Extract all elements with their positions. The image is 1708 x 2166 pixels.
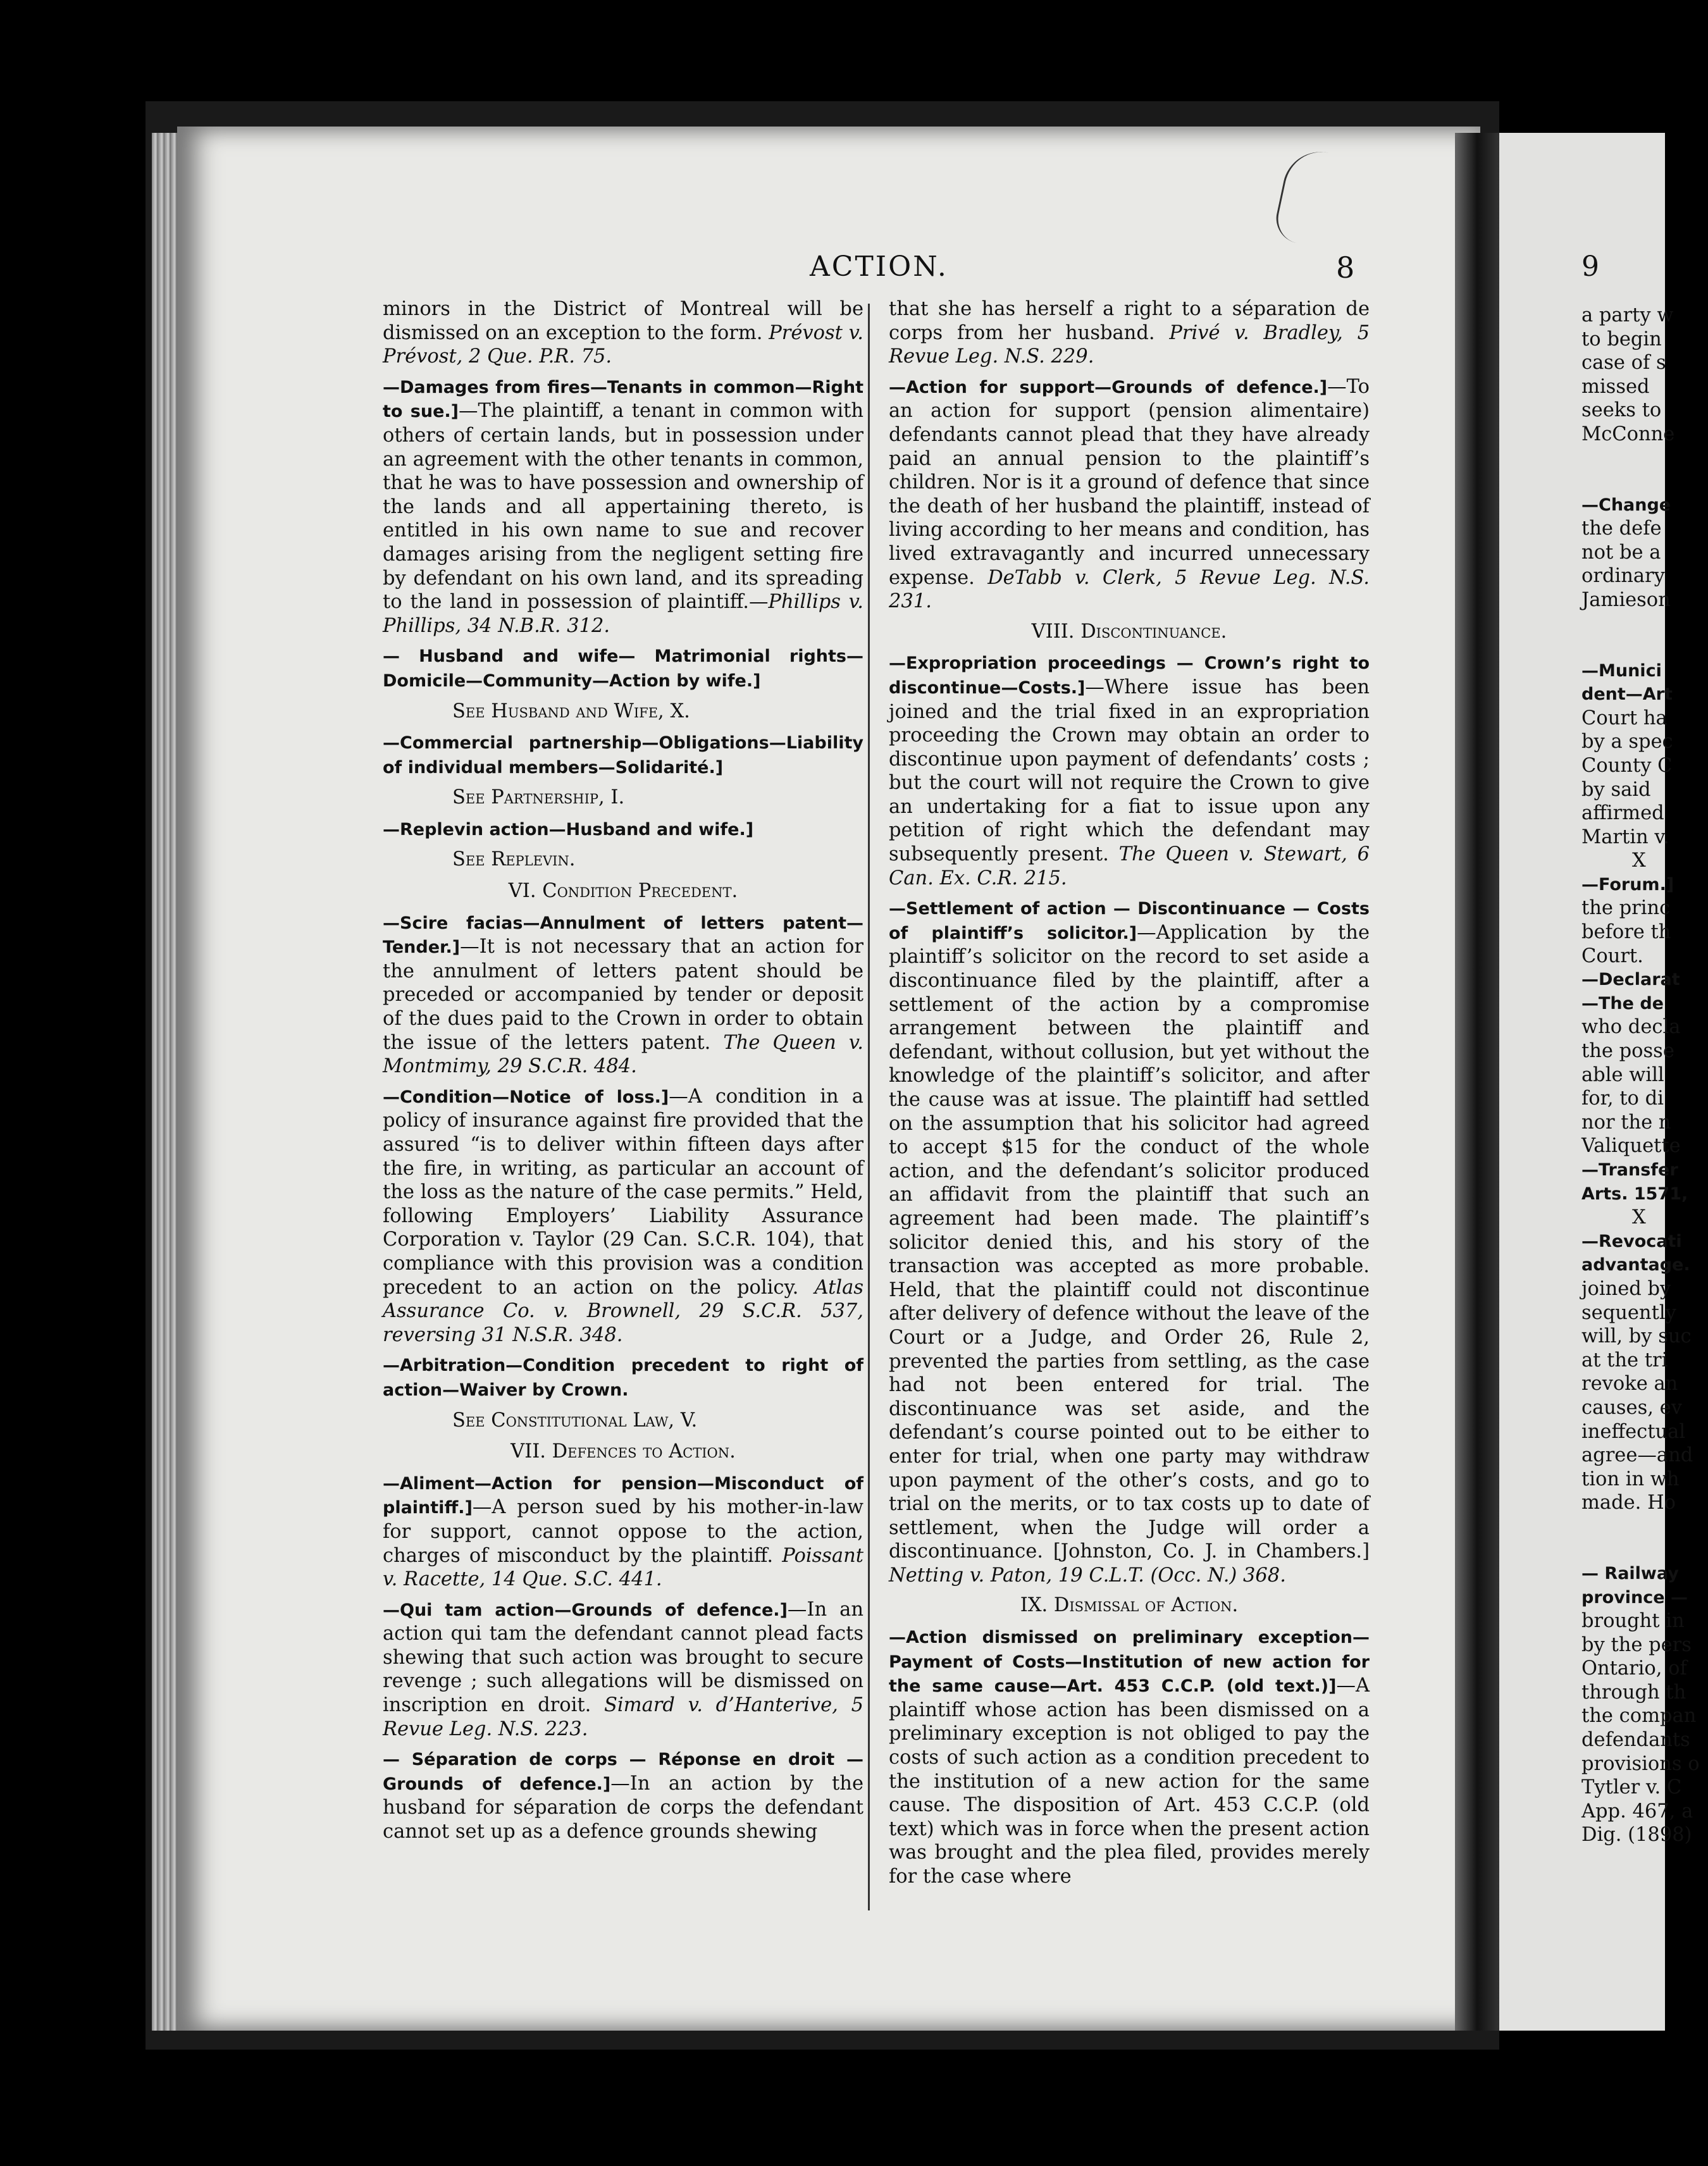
case-citation: Netting v. Paton, 19 C.L.T. (Occ. N.) 368. (889, 1564, 1286, 1587)
fragment-line: X (1632, 850, 1646, 872)
fragment-line: seeks to (1581, 399, 1662, 422)
fragment-line: nor the n (1581, 1111, 1671, 1134)
digest-entry (889, 651, 1370, 890)
digest-entry (889, 896, 1370, 1587)
fragment-line (1581, 447, 1708, 493)
fragment-line (1581, 1515, 1708, 1562)
entry-text: —In an action qui tam the defendant cannot plead facts shewing that such action was brought to secure revenge ; such allegations will be dismissed on inscription en droit. (383, 1598, 863, 1717)
middle-column (889, 297, 1370, 1895)
entry-heading: —Qui tam action—Grounds of defence.] (383, 1600, 788, 1620)
fragment-line: by said (1581, 778, 1651, 801)
cross-reference: See Constitutional Law, V. (452, 1409, 698, 1432)
fragment-line: Dig. (1898) (1581, 1824, 1692, 1847)
fragment-line: ordinary (1581, 565, 1665, 588)
case-citation: The Queen v. Stewart, 6 Can. Ex. C.R. 215. (889, 843, 1370, 889)
fragment-line: — Railway (1581, 1563, 1679, 1583)
fragment-line: Jamieson (1581, 588, 1671, 611)
cross-reference: See Partnership, I. (452, 786, 625, 809)
entry-heading: —Commercial partnership—Obligations—Liability of individual members—Solidarité.] (383, 733, 863, 777)
fragment-line: able will (1581, 1063, 1664, 1086)
fragment-line: will, by suc (1581, 1325, 1692, 1348)
fragment-line: a party w (1581, 304, 1674, 326)
fragment-line: joined by (1581, 1277, 1671, 1300)
entry-text: —In an action by the husband for séparation de corps the defendant cannot set up as a defence grounds shewing (383, 1772, 863, 1843)
fragment-line: Arts. 1571, (1581, 1184, 1688, 1204)
digest-entry (383, 297, 863, 369)
fragment-line: —Declarat (1581, 970, 1680, 990)
fragment-line: App. 467, a (1581, 1800, 1693, 1823)
entry-text: —It is not necessary that an action for the annulment of letters patent should be preceded or accompanied by tender or deposit of the dues paid to the Crown in order to obtain the issue of the letters patent. (383, 936, 863, 1054)
entry-heading: —Aliment—Action for pension—Misconduct of plaintiff.] (383, 1473, 863, 1518)
digest-entry (383, 817, 863, 842)
book-gutter (1455, 133, 1499, 2031)
section-heading: VIII. Discontinuance. (1031, 620, 1227, 643)
section-heading: VII. Defences to Action. (511, 1440, 736, 1463)
fragment-line: affirmed (1581, 802, 1664, 825)
digest-entry (383, 375, 863, 638)
digest-entry (383, 1598, 863, 1742)
fragment-line: before th (1581, 921, 1671, 944)
fragment-line: by a spec (1581, 731, 1673, 753)
fragment-line: ineffectual (1581, 1420, 1686, 1443)
column-rule (868, 304, 870, 1910)
fragment-line: tion in wh (1581, 1468, 1680, 1490)
fragment-line: sequently (1581, 1301, 1676, 1324)
page-number: 8 (1336, 251, 1355, 285)
digest-entry (889, 1625, 1370, 1889)
case-citation: The Queen v. Montmimy, 29 S.C.R. 484. (383, 1031, 863, 1078)
entry-heading: —Settlement of action — Discontinuance — Costs of plaintiff’s solicitor.] (889, 899, 1370, 943)
digest-entry (383, 1085, 863, 1347)
digest-entry (383, 1471, 863, 1592)
entry-text: —Application by the plaintiff’s solicitor on the record to set aside a discontinuance filed by the plaintiff, after a settlement of the action by a compromise arrangement between the plaintiff and defendant, without collusion, but yet without the knowledge of the plaintiff’s solicitor, and after the cause was at issue. The plaintiff had settled on the assumption that his solicitor had agreed to accept $15 for the conduct of the whole action, and the defendant’s solicitor produced an affidavit from the plaintiff that such an agreement had been made. The plaintiff’s solicitor denied this, and his story of the transaction was accepted as more probable. Held, that the plaintiff could not discontinue after delivery of defence without the leave of the Court or a Judge, and Order 26, Rule 2, prevented the parties from settling, as the case had not been entered for trial. The discontinuance was set aside, and the defendant’s course pointed out to be either to enter for trial, when one party may withdraw upon payment of the other’s costs, and go to trial on the merits, or to tax costs up to date of settlement, when the Judge will order a discontinuance. [Johnston, Co. J. in Chambers.] (889, 921, 1370, 1563)
fragment-line: provisions o (1581, 1752, 1700, 1775)
fragment-line: Martin v. (1581, 826, 1669, 848)
digest-entry (383, 1747, 863, 1843)
fragment-line: Valiquette (1581, 1135, 1681, 1158)
entry-text: that she has herself a right to a séparation de corps from her husband. (889, 298, 1370, 344)
fragment-line: Ontario, of (1581, 1657, 1687, 1680)
entry-heading: —Arbitration—Condition precedent to right of action—Waiver by Crown. (383, 1356, 863, 1400)
fragment-line: brought in (1581, 1610, 1685, 1633)
fragment-line: case of s (1581, 352, 1666, 374)
entry-text: —Where issue has been joined and the trial fixed in an expropriation proceeding the Crown may obtain an order to discontinue upon payment of defendants’ costs ; but the court will not require the Crown to give an undertaking for a fiat to issue upon any petition of right which the defendant may subsequently present. (889, 676, 1370, 866)
left-column (383, 297, 863, 1850)
entry-heading: — Séparation de corps — Réponse en droit — Grounds of defence.] (383, 1750, 863, 1794)
fragment-line: —Munici (1581, 660, 1662, 681)
digest-entry (889, 297, 1370, 369)
fragment-line: —Forum.] (1581, 874, 1674, 894)
fragment-line: missed (1581, 375, 1650, 398)
fragment-line: advantage. (1581, 1255, 1690, 1275)
digest-entry (383, 911, 863, 1079)
entry-text: —To an action for support (pension alimentaire) defendants cannot plead that they have already paid an annual pension to the plaintiff’s children. Nor is it a ground of defence that since the death of her husband the plaintiff, instead of living according to her means and condition, has lived extravagantly and incurred unnecessary expense. (889, 375, 1370, 589)
case-citation: Privé v. Bradley, 5 Revue Leg. N.S. 229. (889, 321, 1370, 368)
fragment-line: Court. (1581, 944, 1643, 967)
cross-reference: See Husband and Wife, X. (452, 700, 690, 722)
fragment-line: the compan (1581, 1705, 1697, 1728)
case-citation: DeTabb v. Clerk, 5 Revue Leg. N.S. 231. (889, 566, 1370, 613)
entry-heading: —Damages from fires—Tenants in common—Right to sue.] (383, 377, 863, 422)
fragment-line: —Transfer (1581, 1160, 1678, 1180)
fragment-line: the posse (1581, 1040, 1674, 1063)
fragment-line: County C (1581, 754, 1673, 777)
entry-text: —A plaintiff whose action has been dismissed on a preliminary exception is not obliged to pay the costs of such action as a condition precedent to the institution of a new action for the same cause. The disposition of Art. 453 C.C.P. (old text) which was in force when the present action was brought and the plea filed, provides merely for the case where (889, 1674, 1370, 1888)
fragment-line: who decla (1581, 1016, 1681, 1039)
fragment-line: for, to di (1581, 1087, 1664, 1110)
section-heading: VI. Condition Precedent. (508, 880, 738, 903)
fragment-line: causes, ev (1581, 1396, 1682, 1419)
entry-heading: —Scire facias—Annulment of letters patent—Tender.] (383, 913, 863, 958)
entry-text: —A condition in a policy of insurance against fire provided that the assured “is to deliver within fifteen days after the fire, in writing, as particular an account of the loss as the nature of the case permits.” Held, following Employers’ Liability Assurance Corporation v. Taylor (29 Can. S.C.R. 104), that compliance with this provision was a condition precedent to an action on the policy. (383, 1085, 863, 1299)
entry-heading: —Action dismissed on preliminary exception—Payment of Costs—Institution of new action for the same cause—Art. 453 C.C.P. (old text.)] (889, 1628, 1370, 1697)
case-citation: Simard v. d’Hanterive, 5 Revue Leg. N.S. 223. (383, 1694, 863, 1740)
entry-text: minors in the District of Montreal will be dismissed on an exception to the form. (383, 298, 863, 344)
entry-text: —The plaintiff, a tenant in common with others of certain lands, but in possession under an agreement with the other tenants in common, that he was to have possession and ownership of the lands and all appertaining thereto, is entitled in his own name to sue and recover damages arising from the negligent setting fire by defendant on his own land, and its spreading to the land in possession of plaintiff.— (383, 400, 864, 614)
fragment-line: by the pers (1581, 1633, 1692, 1656)
section-heading: IX. Dismissal of Action. (1020, 1594, 1239, 1617)
fragment-line: X (1632, 1206, 1646, 1229)
entry-heading: —Condition—Notice of loss.] (383, 1087, 669, 1107)
fragment-line: —Change (1581, 495, 1671, 515)
fragment-line: —The de (1581, 993, 1664, 1013)
fragment-line: to begin (1581, 328, 1662, 350)
digest-entry (889, 375, 1370, 614)
fragment-line: dent—Art (1581, 684, 1673, 705)
fragment-line: made. Ho (1581, 1492, 1676, 1514)
fragment-line: not be a (1581, 541, 1661, 564)
fragment-line: Tytler v. C (1581, 1776, 1682, 1799)
case-citation: Atlas Assurance Co. v. Brownell, 29 S.C.R. 537, reversing 31 N.S.R. 348. (383, 1276, 863, 1346)
running-head: ACTION. (810, 251, 948, 283)
fragment-line: through th (1581, 1681, 1686, 1704)
page-edge (152, 133, 177, 2031)
fragment-line (1581, 612, 1708, 659)
entry-heading: — Husband and wife— Matrimonial rights— Domicile—Community—Action by wife.] (383, 647, 863, 691)
case-citation: Prévost v. Prévost, 2 Que. P.R. 75. (383, 321, 863, 368)
fragment-line: the defe (1581, 517, 1662, 540)
fragment-line: province — (1581, 1587, 1688, 1607)
digest-entry (383, 731, 863, 779)
fragment-line: at the tri (1581, 1349, 1668, 1371)
fragment-line: defendants (1581, 1729, 1690, 1752)
digest-entry (383, 1353, 863, 1402)
entry-heading: —Replevin action—Husband and wife.] (383, 819, 754, 839)
fragment-line: Court ha (1581, 707, 1668, 729)
fragment-line: agree—and (1581, 1444, 1693, 1467)
case-citation: Phillips v. Phillips, 34 N.B.R. 312. (383, 591, 863, 637)
fragment-line: McConne (1581, 423, 1675, 445)
digest-entry (383, 644, 863, 693)
fragment-line: the princ (1581, 897, 1671, 920)
next-page-number: 9 (1581, 251, 1599, 283)
case-citation: Poissant v. Racette, 14 Que. S.C. 441. (383, 1544, 863, 1591)
right-page-fragment (1581, 304, 1708, 1847)
entry-text: —A person sued by his mother-in-law for support, cannot oppose to the action, charges of misconduct by the plaintiff. (383, 1496, 863, 1567)
fragment-line: —Revocati (1581, 1231, 1682, 1251)
entry-heading: —Expropriation proceedings — Crown’s right to discontinue—Costs.] (889, 653, 1370, 698)
cross-reference: See Replevin. (452, 848, 576, 871)
fragment-line: revoke an (1581, 1373, 1678, 1396)
entry-heading: —Action for support—Grounds of defence.] (889, 377, 1328, 397)
